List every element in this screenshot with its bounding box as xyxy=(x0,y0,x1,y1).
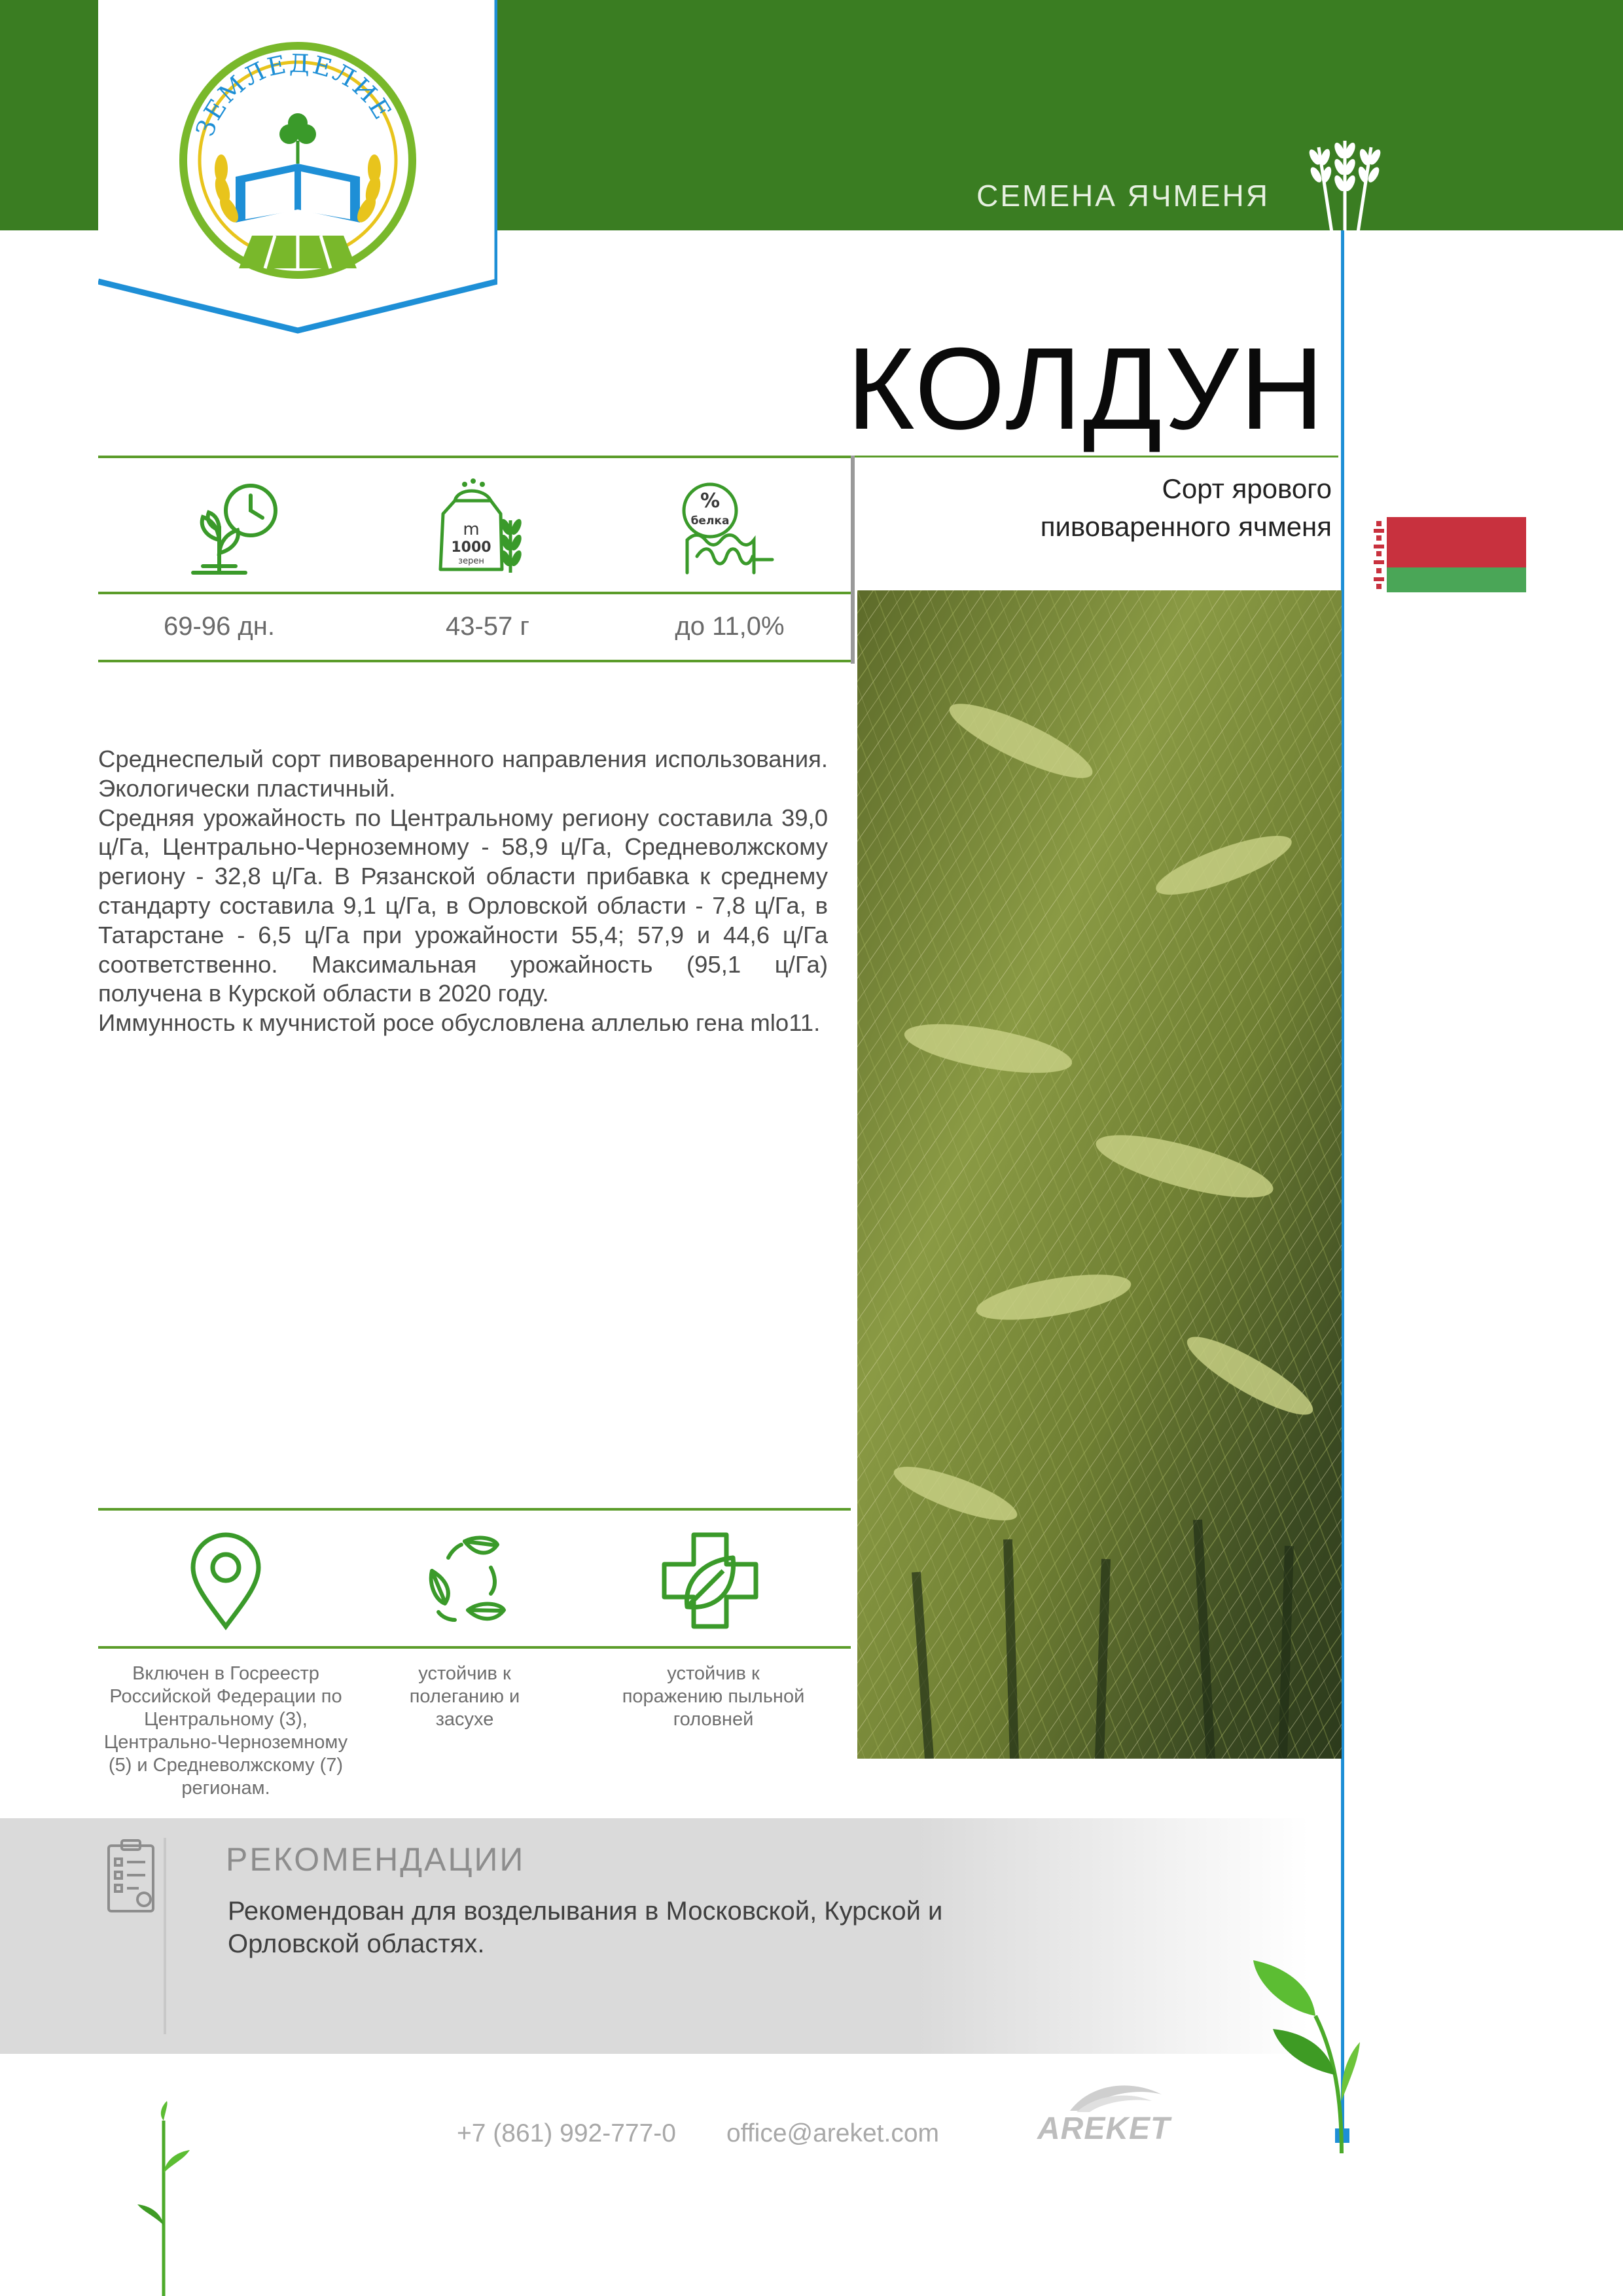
seed-bag-1000-icon xyxy=(429,475,533,579)
leaves-cycle-icon xyxy=(412,1528,517,1633)
feature-registry-text: Включен в Госреестр Российской Федерации по Центральному (3), Центрально-Черноземному (5) и Средневолжскому (7) регионам. xyxy=(103,1663,348,1799)
description-paragraph: Иммунность к мучнистой росе обусловлена аллелью гена mlo11. xyxy=(98,1009,821,1037)
variety-title: КОЛДУН xyxy=(846,323,1325,454)
protein-content-value: до 11,0% xyxy=(675,612,785,641)
svg-text:%: % xyxy=(700,490,721,512)
svg-text:зерен: зерен xyxy=(458,556,484,566)
plant-clock-icon xyxy=(180,475,285,579)
recommendations-separator xyxy=(164,1838,166,2034)
subtitle-line-1: Сорт ярового xyxy=(1162,473,1332,504)
contact-email[interactable]: office@areket.com xyxy=(726,2119,940,2147)
protein-percent-icon xyxy=(674,475,779,579)
column-separator xyxy=(851,456,855,664)
areket-logo-text: AREKET xyxy=(1037,2111,1171,2146)
section-label: СЕМЕНА ЯЧМЕНЯ xyxy=(976,179,1270,213)
feature-smut-resistance-text: устойчив к поражению пыльной головней xyxy=(622,1663,805,1730)
leaf-cross-icon xyxy=(658,1528,762,1633)
sprout-icon xyxy=(1243,1957,1361,2153)
divider xyxy=(98,1508,851,1511)
divider xyxy=(98,592,851,594)
divider xyxy=(98,660,851,662)
wheat-icon xyxy=(1299,128,1391,232)
thousand-grain-weight-value: 43-57 г xyxy=(445,612,529,641)
description-paragraph: Среднеспелый сорт пивоваренного направления использования. Экологически пластичный. xyxy=(98,745,828,802)
maturity-days-value: 69-96 дн. xyxy=(164,612,275,641)
variety-description xyxy=(98,745,828,1038)
svg-text:ЗЕМЛЕДЕЛИЕ: ЗЕМЛЕДЕЛИЕ xyxy=(190,48,398,141)
clipboard-checklist-icon xyxy=(105,1838,157,1916)
description-paragraph: Средняя урожайность по Центральному региону составила 39,0 ц/Га, Центрально-Черноземному - 58,9 ц/Га, Средневолжскому региону - 32,8 ц/Га. В Рязанской области прибавка к среднему стандарту составила 9,1 ц/Га, в Орловской области - 7,8 ц/Га, в Татарстане - 6,5 ц/Га при урожайности 55,4; 57,9 и 44,6 ц/Га соответственно. Максимальная урожайность (95,1 ц/Га) получена в Курской области в 2020 году. xyxy=(98,804,828,1007)
svg-text:белка: белка xyxy=(690,514,730,528)
divider xyxy=(98,1646,851,1649)
belarus-flag-icon xyxy=(1371,517,1526,592)
contact-phone[interactable]: +7 (861) 992-777-0 xyxy=(457,2119,676,2147)
svg-text:m: m xyxy=(463,520,480,539)
divider xyxy=(854,456,1338,457)
barley-field-photo xyxy=(857,590,1342,1759)
recommendations-text: Рекомендован для возделывания в Московской, Курской и Орловской областях. xyxy=(228,1897,943,1958)
sprout-icon xyxy=(134,2101,193,2296)
feature-lodging-drought-text: устойчив к полеганию и засухе xyxy=(409,1663,520,1730)
subtitle-line-2: пивоваренного ячменя xyxy=(1040,511,1332,542)
svg-text:1000: 1000 xyxy=(451,539,491,556)
recommendations-title: РЕКОМЕНДАЦИИ xyxy=(226,1841,526,1878)
variety-subtitle xyxy=(874,470,1332,546)
zemledelie-logo xyxy=(98,0,497,334)
location-pin-icon xyxy=(173,1528,278,1633)
divider xyxy=(98,456,851,458)
